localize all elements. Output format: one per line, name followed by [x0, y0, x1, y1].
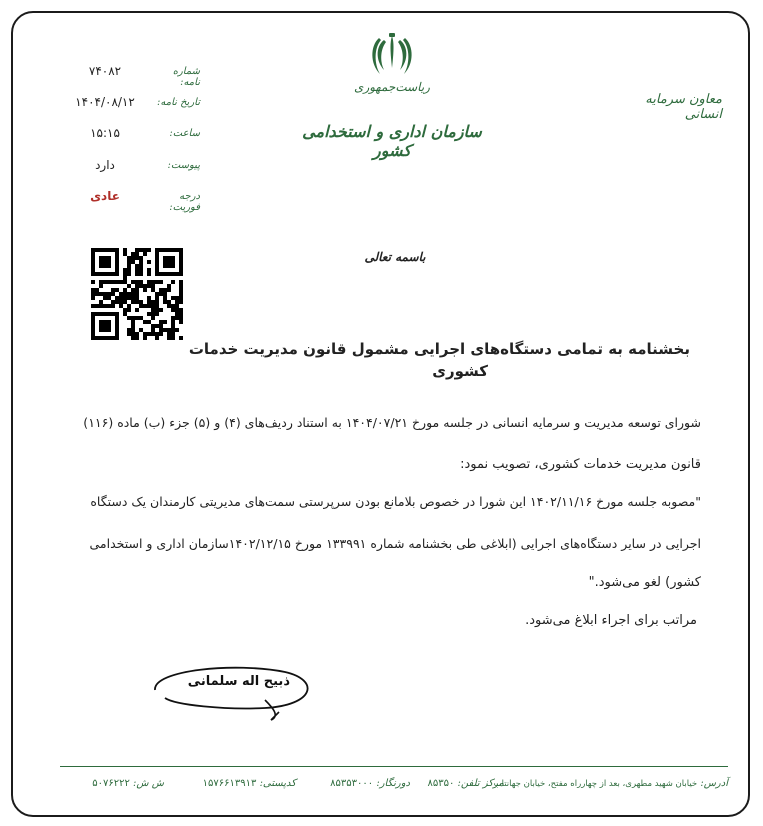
attachment-value: دارد — [95, 158, 115, 172]
footer-address — [493, 778, 728, 789]
body-p2-line1: "مصوبه جلسه مورخ ۱۴۰۲/۱۱/۱۶ این شورا در خصوص بلامانع بودن سرپرستی سمت‌های مدیریتی کارمندان یک دستگاه — [90, 494, 701, 509]
fax-label: دورنگار: — [376, 778, 410, 789]
letter-date-label: تاریخ نامه: — [157, 97, 200, 108]
footer-phone — [414, 778, 504, 789]
qr-code — [91, 248, 183, 340]
circular-title-line1: بخشنامه به تمامی دستگاه‌های اجرایی مشمول قانون مدیریت خدمات — [188, 340, 690, 358]
national-value: ۵۰۷۶۲۲۲ — [92, 778, 130, 789]
body-p2-line3: کشور) لغو می‌شود." — [588, 575, 701, 590]
phone-value: ۸۵۳۵۰ — [427, 778, 455, 789]
invocation: باسمه تعالی — [364, 250, 426, 264]
letter-time-value: ۱۵:۱۵ — [90, 126, 120, 140]
body-p2-line2: اجرایی در سایر دستگاه‌های اجرایی (ابلاغی طی بخشنامه شماره ۱۳۳۹۹۱ مورخ ۱۴۰۲/۱۲/۱۵سازمان اداری و استخدامی — [89, 536, 701, 551]
footer-divider — [60, 766, 728, 767]
deputy-title: معاون سرمایه انسانی — [645, 92, 722, 122]
body-p3: مراتب برای اجراء ابلاغ می‌شود. — [525, 613, 697, 628]
national-label: ش ش: — [133, 778, 164, 789]
fax-value: ۸۵۳۵۳۰۰۰ — [330, 778, 374, 789]
footer-national-id — [64, 778, 164, 789]
letter-number-label: شماره نامه: — [172, 66, 200, 88]
phone-label: مرکز تلفن: — [457, 778, 504, 789]
priority-value: عادی — [90, 189, 120, 203]
body-p1-line2: قانون مدیریت خدمات کشوری، تصویب نمود: — [460, 457, 701, 472]
circular-title-line2: کشوری — [432, 362, 488, 380]
priority-label: درجه فوریت: — [169, 191, 200, 213]
body-p1-line1: شورای توسعه مدیریت و سرمایه انسانی در جلسه مورخ ۱۴۰۴/۰۷/۲۱ به استناد ردیف‌های (۴) و (۵) جزء (ب) ماده (۱۱۶) — [83, 415, 701, 430]
address-value: خیابان شهید مطهری، بعد از چهارراه مفتح، خیابان جهانتاب — [493, 779, 698, 789]
letter-time-label: ساعت: — [169, 128, 200, 139]
signatory-name: ذبیح اله سلمانی — [187, 674, 290, 689]
letter-number-value: ۷۴۰۸۲ — [88, 64, 122, 78]
letter-date-value: ۱۴۰۴/۰۸/۱۲ — [75, 95, 135, 109]
org-name: سازمان اداری و استخدامی کشور — [302, 122, 482, 160]
iran-emblem-icon — [370, 32, 414, 78]
org-presidency: ریاست‌جمهوری — [354, 80, 430, 94]
postal-label: کدپستی: — [259, 778, 296, 789]
attachment-label: پیوست: — [167, 160, 200, 171]
address-label: آدرس: — [700, 778, 728, 789]
footer-fax — [300, 778, 410, 789]
postal-value: ۱۵۷۶۶۱۳۹۱۳ — [202, 778, 257, 789]
footer-postal — [180, 778, 296, 789]
